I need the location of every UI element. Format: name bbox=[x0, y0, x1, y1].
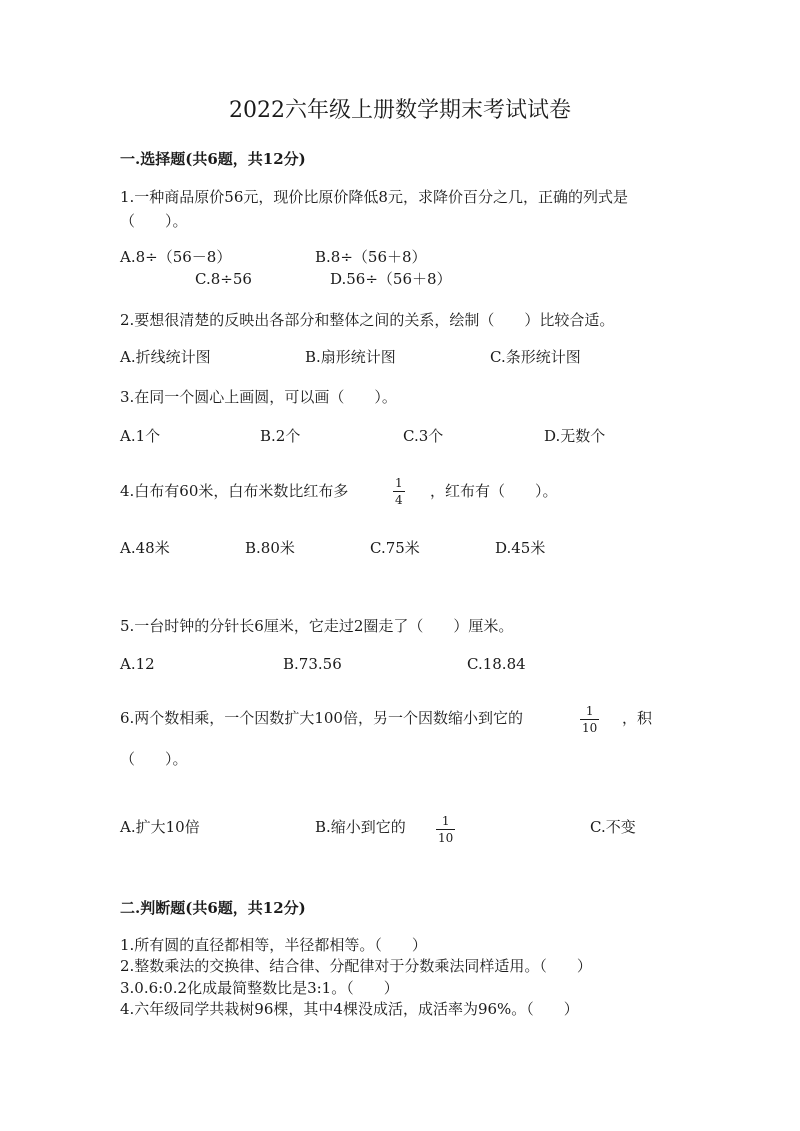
question-6-option-c: C.不变 bbox=[590, 818, 636, 836]
question-6-text-after: ，积 bbox=[622, 709, 653, 727]
question-2-text: 2.要想很清楚的反映出各部分和整体之间的关系，绘制（ ）比较合适。 bbox=[120, 311, 615, 329]
question-6-option-a: A.扩大10倍 bbox=[120, 818, 200, 836]
question-4-text-before: 4.白布有60米，白布米数比红布多 bbox=[120, 482, 349, 500]
question-3-option-a: A.1个 bbox=[120, 427, 161, 445]
question-6-text-before: 6.两个数相乘，一个因数扩大100倍，另一个因数缩小到它的 bbox=[120, 709, 523, 727]
fraction-denominator: 10 bbox=[582, 721, 598, 735]
fraction-numerator: 1 bbox=[395, 476, 403, 490]
question-5-text: 5.一台时钟的分针长6厘米，它走过2圈走了（ ）厘米。 bbox=[120, 617, 514, 635]
fraction-denominator: 4 bbox=[395, 493, 403, 507]
question-1-option-c: C.8÷56 bbox=[195, 270, 252, 288]
question-1-line-2: （ ）。 bbox=[120, 212, 188, 230]
fraction-bar bbox=[580, 719, 599, 720]
question-1-line-1: 1.一种商品原价56元，现价比原价降低8元，求降价百分之几，正确的列式是 bbox=[120, 188, 628, 206]
question-6-fraction bbox=[580, 705, 599, 734]
question-6-line-2: （ ）。 bbox=[120, 750, 188, 768]
question-6-option-b: B.缩小到它的 bbox=[315, 818, 406, 836]
page-title: 2022六年级上册数学期末考试试卷 bbox=[229, 98, 571, 123]
question-4-option-d: D.45米 bbox=[495, 539, 546, 557]
section-heading-judgement: 二.判断题(共6题，共12分) bbox=[120, 899, 306, 917]
question-2-option-c: C.条形统计图 bbox=[490, 348, 581, 366]
judgement-item-2: 2.整数乘法的交换律、结合律、分配律对于分数乘法同样适用。（ ） bbox=[120, 957, 592, 975]
question-3-option-b: B.2个 bbox=[260, 427, 301, 445]
question-3-option-c: C.3个 bbox=[403, 427, 444, 445]
judgement-item-1: 1.所有圆的直径都相等，半径都相等。（ ） bbox=[120, 936, 427, 954]
question-4-option-b: B.80米 bbox=[245, 539, 295, 557]
judgement-item-3: 3.0.6:0.2化成最简整数比是3:1。（ ） bbox=[120, 979, 399, 997]
question-3-text: 3.在同一个圆心上画圆，可以画（ ）。 bbox=[120, 388, 397, 406]
judgement-item-4: 4.六年级同学共栽树96棵，其中4棵没成活，成活率为96%。（ ） bbox=[120, 1000, 579, 1018]
question-5-option-b: B.73.56 bbox=[283, 655, 342, 673]
question-4-option-c: C.75米 bbox=[370, 539, 420, 557]
question-6-option-b-fraction bbox=[436, 815, 455, 844]
fraction-numerator: 1 bbox=[441, 814, 450, 828]
fraction-bar bbox=[393, 491, 405, 492]
question-4-option-a: A.48米 bbox=[120, 539, 170, 557]
section-heading-choice: 一.选择题(共6题，共12分) bbox=[120, 150, 306, 168]
question-4-fraction bbox=[393, 477, 405, 506]
question-3-option-d: D.无数个 bbox=[544, 427, 606, 445]
question-1-option-a: A.8÷（56－8） bbox=[120, 248, 232, 266]
fraction-denominator: 10 bbox=[438, 831, 454, 845]
question-1-option-b: B.8÷（56＋8） bbox=[315, 248, 427, 266]
question-4-text-after: ，红布有（ ）。 bbox=[430, 482, 558, 500]
question-5-option-c: C.18.84 bbox=[467, 655, 526, 673]
question-2-option-a: A.折线统计图 bbox=[120, 348, 211, 366]
fraction-numerator: 1 bbox=[585, 704, 594, 718]
question-5-option-a: A.12 bbox=[120, 655, 155, 673]
question-1-option-d: D.56÷（56＋8） bbox=[330, 270, 452, 288]
question-2-option-b: B.扇形统计图 bbox=[305, 348, 396, 366]
fraction-bar bbox=[436, 829, 455, 830]
